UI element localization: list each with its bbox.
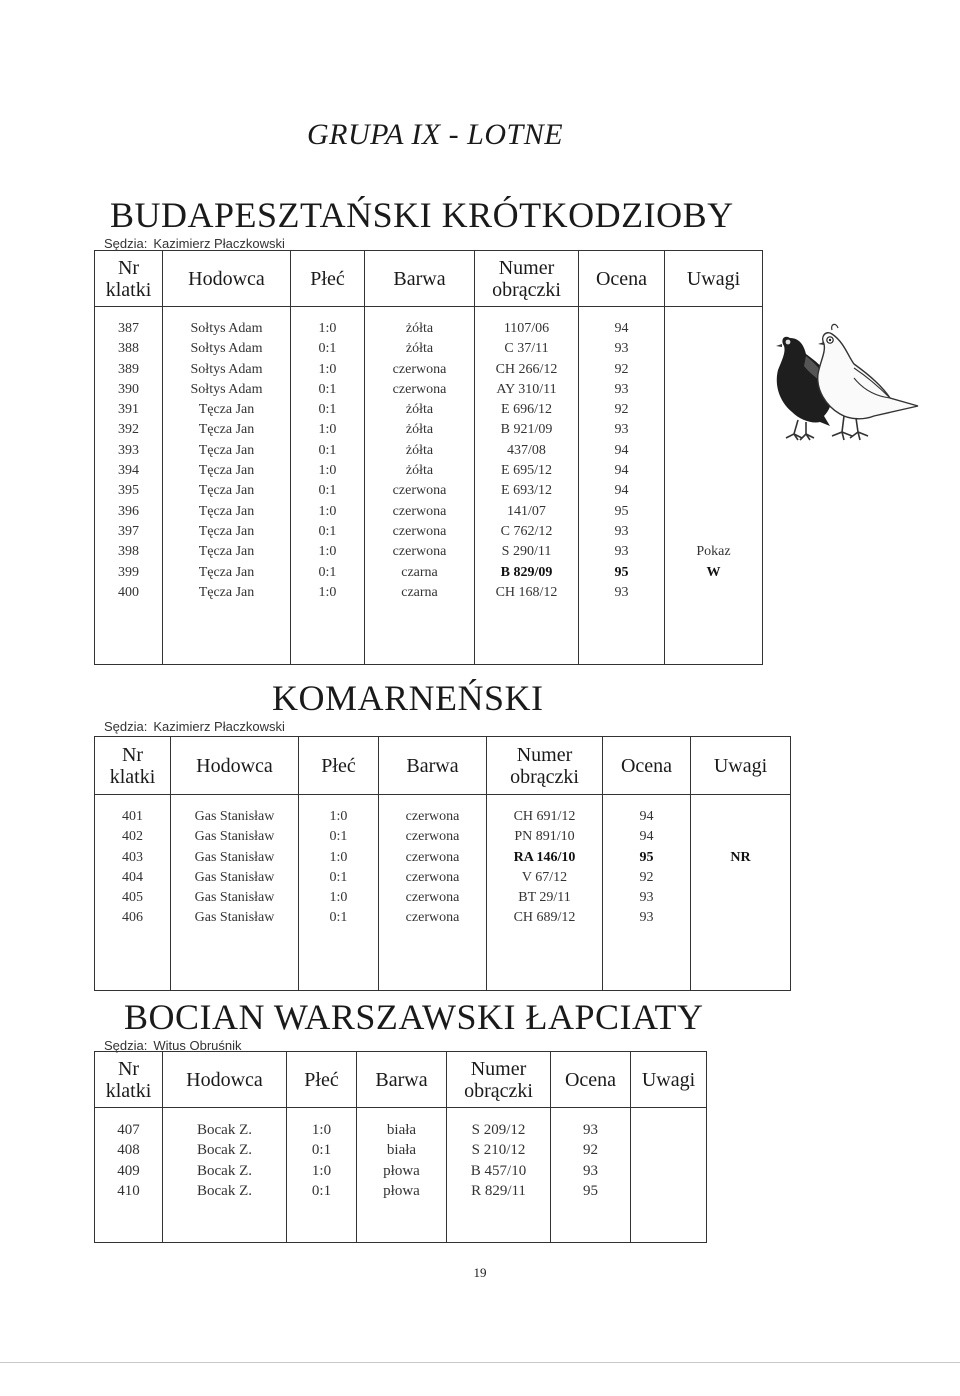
cell-barwa: płowa [357,1181,447,1201]
cell-plec: 0:1 [291,481,365,501]
cell-uwagi [631,1140,707,1160]
cell-ocena: 93 [579,522,665,542]
table-row [95,908,791,928]
header-col-numer-obraczki: Numer obrączki [475,251,579,307]
cell-barwa: czerwona [365,360,475,380]
cell-nr-klatki: 393 [95,441,163,461]
cell-uwagi [665,339,763,359]
header-col-plec: Płeć [287,1052,357,1108]
cell-barwa: czarna [365,563,475,583]
header-col-uwagi: Uwagi [665,251,763,307]
header-col-nr-klatki: Nr klatki [95,251,163,307]
cell-uwagi [665,420,763,440]
cell-numer-obraczki: CH 689/12 [487,908,603,928]
table-row [95,848,791,868]
cell-plec: 1:0 [291,542,365,562]
cell-plec: 1:0 [291,583,365,603]
cell-hodowca: Tęcza Jan [163,522,291,542]
cell-nr-klatki: 402 [95,827,171,847]
cell-numer-obraczki: E 693/12 [475,481,579,501]
table-spacer-row [95,929,791,949]
cell-plec: 0:1 [291,563,365,583]
cell-barwa: czerwona [379,868,487,888]
cell-numer-obraczki: S 209/12 [447,1120,551,1140]
table-row [95,319,763,339]
header-col-barwa: Barwa [379,737,487,795]
cell-numer-obraczki: CH 266/12 [475,360,579,380]
cell-barwa: żółta [365,441,475,461]
cell-numer-obraczki: S 210/12 [447,1140,551,1160]
cell-hodowca: Bocak Z. [163,1120,287,1140]
cell-plec: 0:1 [291,400,365,420]
cell-nr-klatki: 395 [95,481,163,501]
table-row [95,1120,707,1140]
cell-hodowca: Tęcza Jan [163,461,291,481]
cell-nr-klatki: 407 [95,1120,163,1140]
results-table-komarnenski [94,736,791,991]
cell-uwagi: NR [691,848,791,868]
table-row [95,481,763,501]
header-col-uwagi: Uwagi [691,737,791,795]
cell-nr-klatki: 405 [95,888,171,908]
header-col-plec: Płeć [299,737,379,795]
table-row [95,360,763,380]
cell-ocena: 95 [579,563,665,583]
table-spacer-row [95,1201,707,1221]
judge-name: Kazimierz Płaczkowski [153,236,285,251]
cell-ocena: 93 [579,339,665,359]
cell-nr-klatki: 398 [95,542,163,562]
cell-nr-klatki: 408 [95,1140,163,1160]
cell-barwa: czerwona [365,502,475,522]
table-row [95,380,763,400]
header-col-barwa: Barwa [357,1052,447,1108]
cell-ocena: 93 [579,583,665,603]
cell-hodowca: Tęcza Jan [163,481,291,501]
cell-barwa: czerwona [379,827,487,847]
cell-numer-obraczki: CH 691/12 [487,807,603,827]
cell-hodowca: Gas Stanisław [171,807,299,827]
table-row [95,888,791,908]
section-title-bocian: BOCIAN WARSZAWSKI ŁAPCIATY [124,997,704,1037]
table-spacer-row [95,795,791,808]
cell-plec: 0:1 [287,1140,357,1160]
table-row [95,420,763,440]
cell-barwa: żółta [365,339,475,359]
cell-barwa: biała [357,1120,447,1140]
table-spacer-row [95,949,791,969]
cell-ocena: 94 [579,481,665,501]
cell-barwa: płowa [357,1161,447,1181]
cell-uwagi [665,380,763,400]
cell-ocena: 95 [603,848,691,868]
cell-hodowca: Tęcza Jan [163,420,291,440]
table-row [95,502,763,522]
cell-ocena: 93 [551,1120,631,1140]
cell-barwa: czerwona [365,542,475,562]
cell-hodowca: Sołtys Adam [163,319,291,339]
cell-uwagi [665,360,763,380]
header-col-ocena: Ocena [579,251,665,307]
header-col-hodowca: Hodowca [163,251,291,307]
table-spacer-row [95,644,763,665]
cell-ocena: 94 [603,807,691,827]
cell-plec: 1:0 [291,360,365,380]
cell-ocena: 93 [603,908,691,928]
page-number: 19 [473,1265,487,1280]
cell-numer-obraczki: C 37/11 [475,339,579,359]
pigeons-illustration [770,316,920,446]
judge-name: Witus Obruśnik [153,1038,242,1053]
judge-label: Sędzia: [104,1038,148,1053]
cell-plec: 0:1 [299,868,379,888]
cell-numer-obraczki: AY 310/11 [475,380,579,400]
page-bottom-rule [0,1362,960,1363]
cell-ocena: 92 [551,1140,631,1160]
cell-hodowca: Gas Stanisław [171,848,299,868]
cell-numer-obraczki: RA 146/10 [487,848,603,868]
cell-uwagi [665,461,763,481]
cell-numer-obraczki: B 921/09 [475,420,579,440]
cell-uwagi [665,583,763,603]
header-col-hodowca: Hodowca [171,737,299,795]
cell-hodowca: Bocak Z. [163,1181,287,1201]
cell-uwagi [691,827,791,847]
cell-uwagi [665,502,763,522]
header-col-nr-klatki: Nr klatki [95,1052,163,1108]
cell-barwa: czerwona [379,807,487,827]
cell-uwagi [631,1120,707,1140]
cell-nr-klatki: 400 [95,583,163,603]
cell-nr-klatki: 394 [95,461,163,481]
cell-uwagi [691,888,791,908]
cell-barwa: żółta [365,319,475,339]
cell-uwagi [665,481,763,501]
cell-numer-obraczki: S 290/11 [475,542,579,562]
judge-line [104,236,285,251]
cell-hodowca: Bocak Z. [163,1140,287,1160]
cell-nr-klatki: 391 [95,400,163,420]
group-title: GRUPA IX - LOTNE [306,118,564,151]
cell-numer-obraczki: PN 891/10 [487,827,603,847]
cell-numer-obraczki: C 762/12 [475,522,579,542]
table-row [95,807,791,827]
cell-nr-klatki: 392 [95,420,163,440]
table-row [95,1140,707,1160]
header-col-ocena: Ocena [551,1052,631,1108]
cell-hodowca: Tęcza Jan [163,502,291,522]
cell-numer-obraczki: 1107/06 [475,319,579,339]
judge-line [104,719,285,734]
results-table-bocian [94,1051,707,1243]
cell-nr-klatki: 406 [95,908,171,928]
cell-hodowca: Tęcza Jan [163,441,291,461]
cell-ocena: 92 [579,400,665,420]
cell-plec: 0:1 [291,522,365,542]
judge-name: Kazimierz Płaczkowski [153,719,285,734]
cell-hodowca: Sołtys Adam [163,380,291,400]
table-spacer-row [95,1221,707,1242]
cell-uwagi [665,319,763,339]
cell-nr-klatki: 396 [95,502,163,522]
cell-hodowca: Gas Stanisław [171,827,299,847]
judge-label: Sędzia: [104,719,148,734]
cell-numer-obraczki: BT 29/11 [487,888,603,908]
table-row [95,827,791,847]
cell-ocena: 93 [579,420,665,440]
cell-plec: 1:0 [299,888,379,908]
cell-plec: 1:0 [299,807,379,827]
cell-barwa: czarna [365,583,475,603]
cell-ocena: 92 [579,360,665,380]
cell-ocena: 94 [579,461,665,481]
table-row [95,542,763,562]
cell-barwa: żółta [365,420,475,440]
cell-barwa: czerwona [379,908,487,928]
cell-ocena: 93 [603,888,691,908]
cell-plec: 1:0 [291,420,365,440]
cell-ocena: 94 [579,319,665,339]
cell-nr-klatki: 409 [95,1161,163,1181]
cell-ocena: 95 [579,502,665,522]
cell-numer-obraczki: 437/08 [475,441,579,461]
cell-numer-obraczki: V 67/12 [487,868,603,888]
cell-hodowca: Sołtys Adam [163,339,291,359]
table-row [95,339,763,359]
cell-hodowca: Tęcza Jan [163,400,291,420]
cell-hodowca: Sołtys Adam [163,360,291,380]
cell-nr-klatki: 410 [95,1181,163,1201]
cell-barwa: żółta [365,400,475,420]
cell-barwa: czerwona [365,380,475,400]
cell-nr-klatki: 397 [95,522,163,542]
cell-ocena: 93 [551,1161,631,1181]
cell-ocena: 92 [603,868,691,888]
cell-numer-obraczki: E 696/12 [475,400,579,420]
cell-barwa: czerwona [365,481,475,501]
header-col-numer-obraczki: Numer obrączki [487,737,603,795]
cell-plec: 1:0 [287,1120,357,1140]
cell-hodowca: Gas Stanisław [171,908,299,928]
cell-nr-klatki: 387 [95,319,163,339]
cell-plec: 1:0 [291,461,365,481]
results-table-budapesztanski [94,250,763,665]
header-col-plec: Płeć [291,251,365,307]
section-title-komarnenski: KOMARNEŃSKI [272,678,544,718]
cell-barwa: czerwona [379,888,487,908]
table-row [95,400,763,420]
cell-numer-obraczki: CH 168/12 [475,583,579,603]
cell-plec: 0:1 [299,908,379,928]
cell-hodowca: Tęcza Jan [163,542,291,562]
cell-uwagi [665,441,763,461]
cell-plec: 1:0 [291,502,365,522]
cell-uwagi [665,400,763,420]
table-spacer-row [95,969,791,990]
header-col-uwagi: Uwagi [631,1052,707,1108]
cell-plec: 0:1 [287,1181,357,1201]
cell-hodowca: Gas Stanisław [171,868,299,888]
cell-uwagi: Pokaz [665,542,763,562]
cell-uwagi [691,807,791,827]
cell-uwagi [691,908,791,928]
header-col-nr-klatki: Nr klatki [95,737,171,795]
judge-label: Sędzia: [104,236,148,251]
cell-numer-obraczki: B 829/09 [475,563,579,583]
cell-numer-obraczki: B 457/10 [447,1161,551,1181]
cell-barwa: biała [357,1140,447,1160]
cell-numer-obraczki: R 829/11 [447,1181,551,1201]
header-col-hodowca: Hodowca [163,1052,287,1108]
cell-numer-obraczki: E 695/12 [475,461,579,481]
cell-plec: 1:0 [291,319,365,339]
section-title-budapesztanski: BUDAPESZTAŃSKI KRÓTKODZIOBY [110,195,734,235]
table-row [95,563,763,583]
cell-ocena: 94 [579,441,665,461]
table-row [95,441,763,461]
header-col-numer-obraczki: Numer obrączki [447,1052,551,1108]
cell-barwa: żółta [365,461,475,481]
cell-nr-klatki: 390 [95,380,163,400]
table-row [95,583,763,603]
cell-ocena: 94 [603,827,691,847]
table-row [95,868,791,888]
header-col-ocena: Ocena [603,737,691,795]
cell-hodowca: Gas Stanisław [171,888,299,908]
cell-plec: 0:1 [291,380,365,400]
cell-nr-klatki: 403 [95,848,171,868]
cell-plec: 1:0 [299,848,379,868]
cell-nr-klatki: 399 [95,563,163,583]
cell-numer-obraczki: 141/07 [475,502,579,522]
table-spacer-row [95,623,763,643]
table-row [95,461,763,481]
cell-uwagi [631,1181,707,1201]
cell-plec: 0:1 [291,339,365,359]
cell-uwagi [665,522,763,542]
cell-hodowca: Tęcza Jan [163,583,291,603]
table-spacer-row [95,603,763,623]
table-row [95,1181,707,1201]
cell-plec: 1:0 [287,1161,357,1181]
cell-ocena: 93 [579,542,665,562]
table-spacer-row [95,307,763,320]
table-row [95,1161,707,1181]
cell-hodowca: Bocak Z. [163,1161,287,1181]
cell-uwagi: W [665,563,763,583]
cell-uwagi [631,1161,707,1181]
cell-hodowca: Tęcza Jan [163,563,291,583]
cell-nr-klatki: 404 [95,868,171,888]
cell-ocena: 95 [551,1181,631,1201]
cell-nr-klatki: 388 [95,339,163,359]
cell-nr-klatki: 401 [95,807,171,827]
cell-barwa: czerwona [365,522,475,542]
cell-ocena: 93 [579,380,665,400]
cell-plec: 0:1 [291,441,365,461]
cell-plec: 0:1 [299,827,379,847]
cell-uwagi [691,868,791,888]
cell-nr-klatki: 389 [95,360,163,380]
header-col-barwa: Barwa [365,251,475,307]
table-row [95,522,763,542]
cell-barwa: czerwona [379,848,487,868]
table-spacer-row [95,1108,707,1121]
